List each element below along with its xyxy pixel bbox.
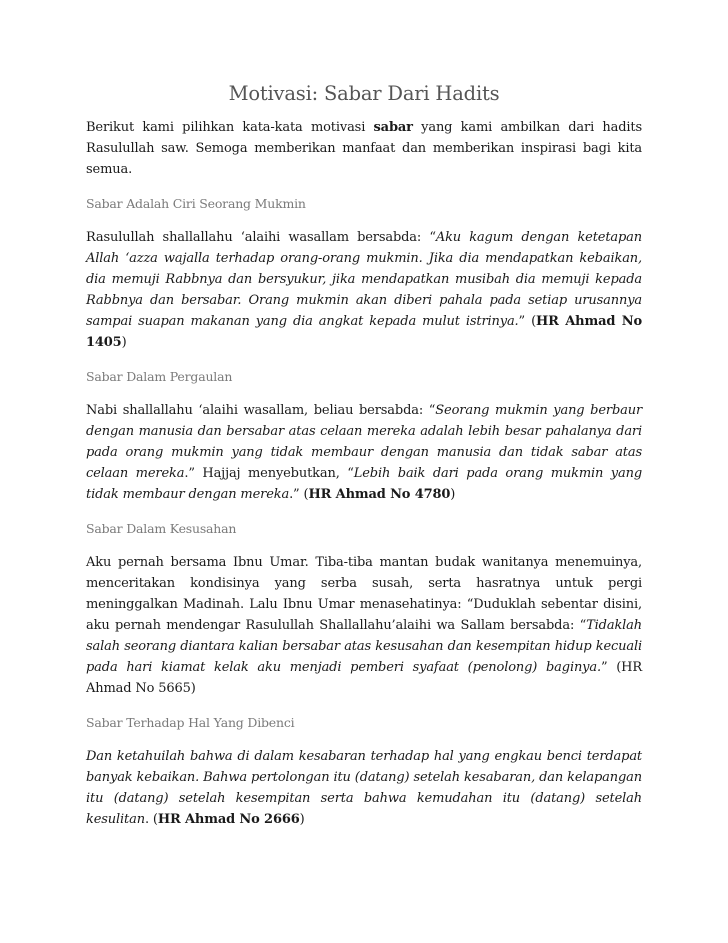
punct: ) (450, 487, 456, 502)
lead-text: Aku pernah bersama Ibnu Umar. Tiba-tiba mantan budak wanitanya menemuinya, menceritakan kondisinya yang serba susah, serta hasratnya untuk pergi meninggalkan Madinah. Lalu Ibnu Umar menasehatinya: “Duduklah sebentar disini, aku pernah mendengar Rasulullah Shallallahu’alaihi wa Sallam bersabda: “ (86, 555, 642, 633)
punct: . ( (144, 812, 158, 827)
hadith-quote: Tidaklah salah seorang diantara kalian bersabar atas kesusahan dan kesempitan hidup kecuali pada hari kiamat kelak aku menjadi pemberi syafaat (penolong) baginya. (86, 618, 642, 675)
section-paragraph (86, 227, 642, 353)
hadith-quote: Lebih baik dari pada orang mukmin yang tidak membaur dengan mereka (86, 466, 642, 502)
hadith-reference: ” (HR Ahmad No 5665) (86, 660, 642, 696)
section-paragraph (86, 746, 642, 830)
punct: ) (299, 812, 305, 827)
hadith-quote: Seorang mukmin yang berbaur dengan manusia dan bersabar atas celaan mereka adalah lebih besar pahalanya dari pada orang mukmin yang tidak membaur dengan manusia dan tidak sabar atas celaan mereka (86, 403, 643, 481)
lead-text: Nabi shallallahu ‘alaihi wasallam, beliau bersabda: “ (86, 403, 436, 418)
page-title: Motivasi: Sabar Dari Hadits (228, 82, 500, 105)
section-paragraph (86, 400, 642, 505)
section-heading: Sabar Dalam Pergaulan (86, 369, 233, 384)
intro-keyword: sabar (373, 120, 413, 135)
punct: .” ( (289, 487, 309, 502)
section-heading: Sabar Dalam Kesusahan (86, 521, 237, 536)
hadith-quote: Aku kagum dengan ketetapan Allah ‘azza wajalla terhadap orang-orang mukmin. Jika dia mendapatkan kebaikan, dia memuji Rabbnya dan bersyukur, jika mendapatkan musibah dia memuji kepada Rabbnya dan bersabar. Orang mukmin akan diberi pahala pada setiap urusannya sampai suapan makanan yang dia angkat kepada mulut istrinya. (86, 230, 643, 329)
intro-paragraph (86, 117, 642, 180)
hadith-reference: HR Ahmad No 4780 (308, 487, 451, 502)
mid-text: .” Hajjaj menyebutkan, “ (184, 466, 354, 481)
hadith-reference: HR Ahmad No 2666 (157, 812, 300, 827)
hadith-quote: Dan ketahuilah bahwa di dalam kesabaran terhadap hal yang engkau benci terdapat banyak kebaikan. Bahwa pertolongan itu (datang) setelah kesabaran, dan kelapangan itu (datang) setelah kesempitan serta bahwa kemudahan itu (datang) setelah kesulitan (86, 749, 642, 827)
hadith-reference: HR Ahmad No 1405 (86, 314, 642, 350)
document-page (86, 82, 642, 830)
section-heading: Sabar Terhadap Hal Yang Dibenci (86, 715, 295, 730)
intro-text: Berikut kami pilihkan kata-kata motivasi (86, 120, 374, 135)
punct: ) (121, 335, 127, 350)
section-paragraph (86, 552, 642, 699)
punct: ” ( (518, 314, 536, 329)
section-heading: Sabar Adalah Ciri Seorang Mukmin (86, 196, 306, 211)
lead-text: Rasulullah shallallahu ‘alaihi wasallam bersabda: “ (86, 230, 436, 245)
intro-text-end: yang kami ambilkan dari hadits Rasulullah saw. Semoga memberikan manfaat dan memberikan inspirasi bagi kita semua. (86, 120, 642, 177)
